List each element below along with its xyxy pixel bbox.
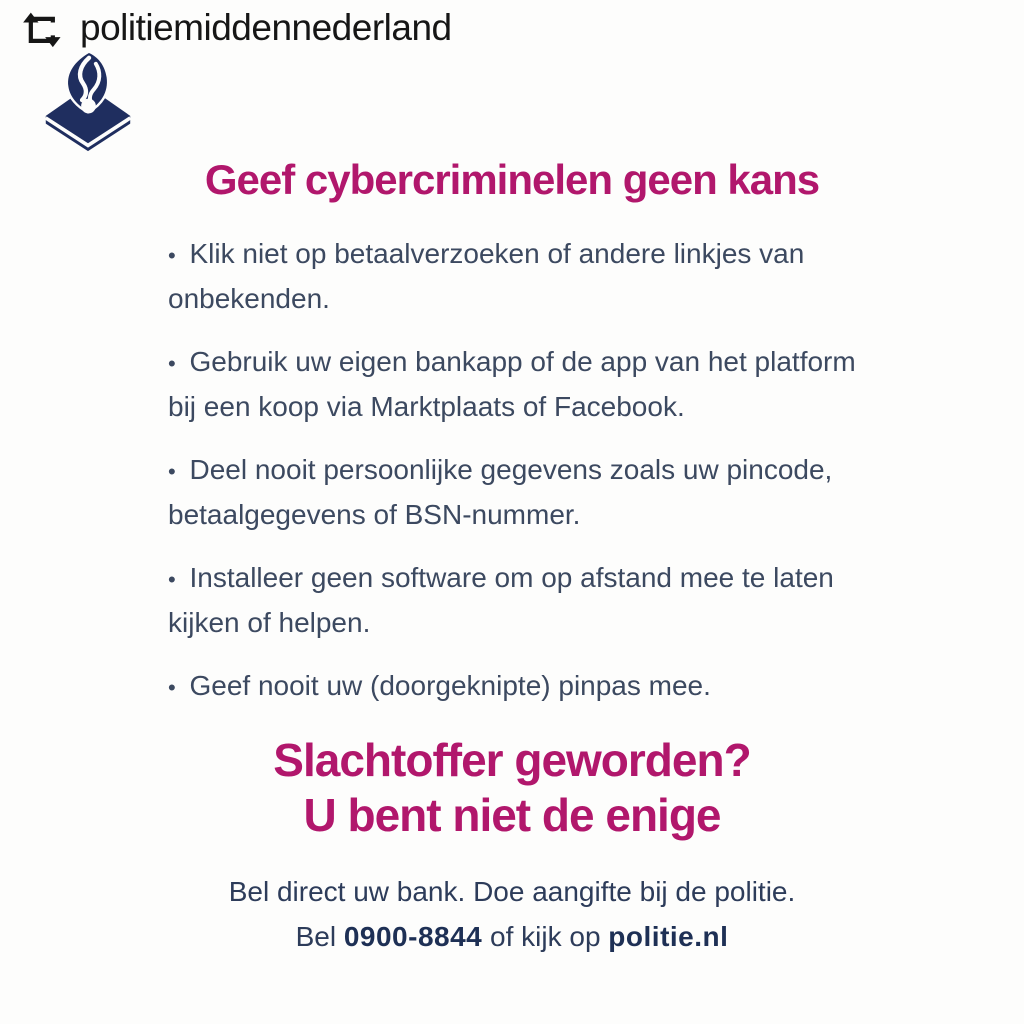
politie-logo <box>34 50 142 162</box>
footer-line2-prefix: Bel <box>295 921 344 952</box>
tip-text: Deel nooit persoonlijke gegevens zoals uw pincode, betaalgegevens of BSN-nummer. <box>168 454 833 530</box>
phone-number: 0900-8844 <box>343 921 483 952</box>
list-item <box>168 448 882 536</box>
repost-attribution <box>16 6 452 50</box>
tip-text: Installeer geen software om op afstand mee te laten kijken of helpen. <box>168 562 834 638</box>
poster-footer <box>142 869 882 959</box>
tips-list <box>142 232 882 709</box>
list-item <box>168 556 882 644</box>
tip-text: Gebruik uw eigen bankapp of de app van het platform bij een koop via Marktplaats of Facebook. <box>168 346 856 422</box>
bullet-marker: • <box>168 351 176 376</box>
victim-heading <box>142 733 882 843</box>
bullet-marker: • <box>168 243 176 268</box>
list-item <box>168 340 882 428</box>
tip-text: Klik niet op betaalverzoeken of andere linkjes van onbekenden. <box>168 238 805 314</box>
victim-heading-line2: U bent niet de enige <box>303 789 721 841</box>
bullet-marker: • <box>168 675 176 700</box>
poster-title: Geef cybercriminelen geen kans <box>204 156 820 203</box>
tip-text: Geef nooit uw (doorgeknipte) pinpas mee. <box>189 670 711 701</box>
repost-icon <box>16 6 64 50</box>
bullet-marker: • <box>168 567 176 592</box>
website-url: politie.nl <box>608 921 729 952</box>
list-item <box>168 664 882 709</box>
footer-line2-middle: of kijk op <box>482 921 609 952</box>
list-item <box>168 232 882 320</box>
poster-content <box>142 156 882 959</box>
bullet-marker: • <box>168 459 176 484</box>
footer-line1: Bel direct uw bank. Doe aangifte bij de politie. <box>228 876 796 907</box>
repost-username: politiemiddennederland <box>80 7 452 48</box>
victim-heading-line1: Slachtoffer geworden? <box>273 734 751 786</box>
footer-line2 <box>142 914 882 959</box>
